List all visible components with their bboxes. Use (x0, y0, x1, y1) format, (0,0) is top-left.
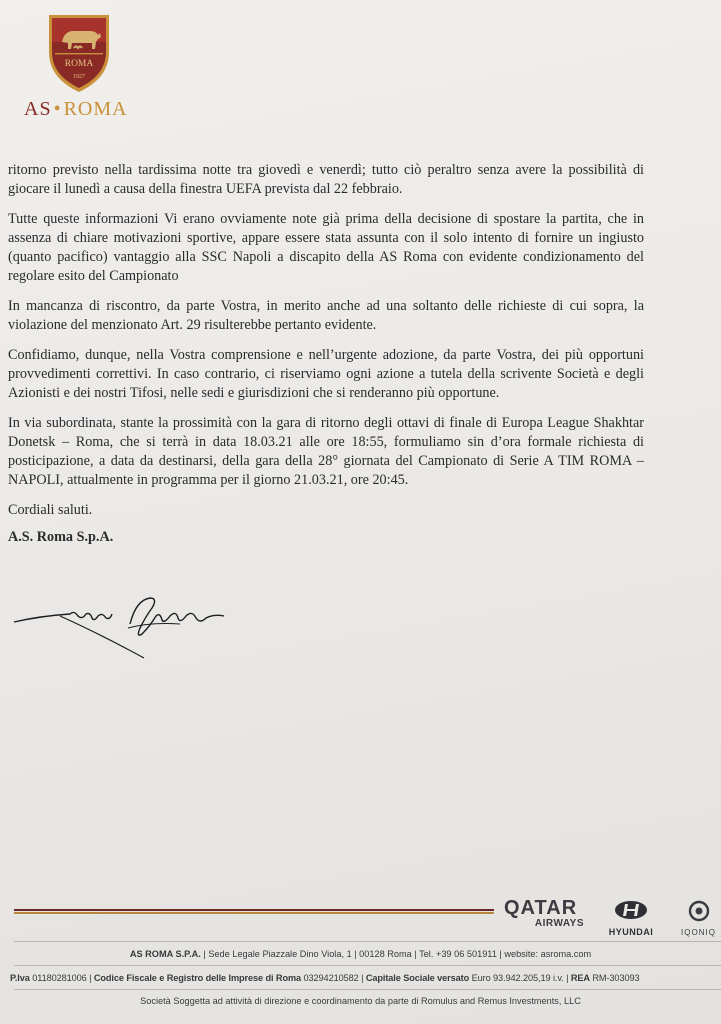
footer-capital-value: Euro 93.942.205,19 i.v. | (469, 973, 571, 983)
footer-divider-3 (14, 989, 721, 990)
iqoniq-emblem-icon (688, 900, 710, 922)
logo-roma: ROMA (63, 98, 128, 120)
footer-registry-line (10, 973, 721, 983)
footer-rule-crimson (14, 909, 494, 911)
paragraph-3: In mancanza di riscontro, da parte Vostra, in merito anche ad una soltanto delle richieste di cui sopra, la violazione del menzionato Art. 29 risulterebbe pertanto evidente. (8, 298, 644, 333)
iqoniq-name: IQONIQ (681, 928, 716, 937)
logo-dot: • (53, 98, 62, 120)
letter-body (8, 161, 644, 547)
footer-address-line (0, 949, 721, 959)
footer-rea-value: RM-303093 (589, 973, 640, 983)
paragraph-1: ritorno previsto nella tardissima notte tra giovedì e venerdì; tutto ciò peraltro senza avere la possibilità di giocare il lunedì a causa della finestra UEFA prevista dal 22 febbraio. (8, 162, 644, 197)
crest-label: ROMA (64, 59, 94, 69)
iqoniq-logo (676, 900, 721, 937)
footer-rule (14, 909, 494, 914)
crest-year: 1927 (73, 74, 85, 80)
footer-capital-label: Capitale Sociale versato (365, 973, 470, 983)
handwritten-signature (10, 594, 240, 660)
footer-rule-gold (14, 912, 494, 914)
closing-salutation: Cordiali saluti. (8, 502, 93, 518)
footer-company: AS ROMA S.P.A. (129, 949, 201, 959)
footer-divider-1 (14, 941, 721, 942)
footer-piva-value: 01180281006 | (29, 973, 94, 983)
signatory-company: A.S. Roma S.p.A. (8, 529, 114, 545)
footer-divider-2 (14, 965, 721, 966)
paragraph-5: In via subordinata, stante la prossimità con la gara di ritorno degli ottavi di finale di Europa League Shakhtar Donetsk – Roma, che si terrà in data 18.03.21 alle ore 18:55, formuliamo sin d’ora formale richiesta di posticipazione, a data da destinarsi, della gara della 28° giornata del Campionato di Serie A TIM ROMA – NAPOLI, attualmente in programma per il giorno 21.03.21, ore 20:45. (8, 415, 644, 488)
hyundai-emblem-icon (614, 900, 648, 920)
footer-address: | Sede Legale Piazzale Dino Viola, 1 | 00128 Roma | Tel. +39 06 501911 | website: asroma.com (200, 949, 592, 959)
footer-piva-label: P.Iva (10, 973, 30, 983)
as-roma-logo (24, 10, 134, 122)
qatar-sub: AIRWAYS (534, 918, 584, 929)
footer-cf-label: Codice Fiscale e Registro delle Imprese di Roma (93, 973, 302, 983)
roma-crest-icon (46, 12, 112, 94)
footer-rea-label: REA (570, 973, 590, 983)
footer-ownership-line: Società Soggetta ad attività di direzione e coordinamento da parte di Romulus and Remus Investments, LLC (140, 996, 581, 1006)
paragraph-2: Tutte queste informazioni Vi erano ovviamente note già prima della decisione di spostare la partita, che in assenza di chiare motivazioni sportive, appare essere stata assunta con il solo intento di fornire un ingiusto (quanto pacifico) vantaggio alla SSC Napoli a discapito della AS Roma con evidente condizionamento del regolare esito del Campionato (8, 211, 644, 284)
qatar-name: QATAR (504, 897, 578, 919)
footer-cf-value: 03294210582 | (301, 973, 366, 983)
logo-as: AS (24, 98, 52, 120)
paragraph-4: Confidiamo, dunque, nella Vostra comprensione e nell’urgente adozione, da parte Vostra, dei più opportuni provvedimenti correttivi. In caso contrario, ci riserviamo ogni azione a tutela della scrivente Società e degli Azionisti e dei nostri Tifosi, nelle sedi e giurisdizioni che si renderanno più opportune. (8, 347, 644, 401)
hyundai-name: HYUNDAI (608, 927, 654, 937)
logo-wordmark (24, 98, 134, 121)
qatar-airways-logo (504, 898, 584, 932)
hyundai-logo (603, 900, 659, 937)
